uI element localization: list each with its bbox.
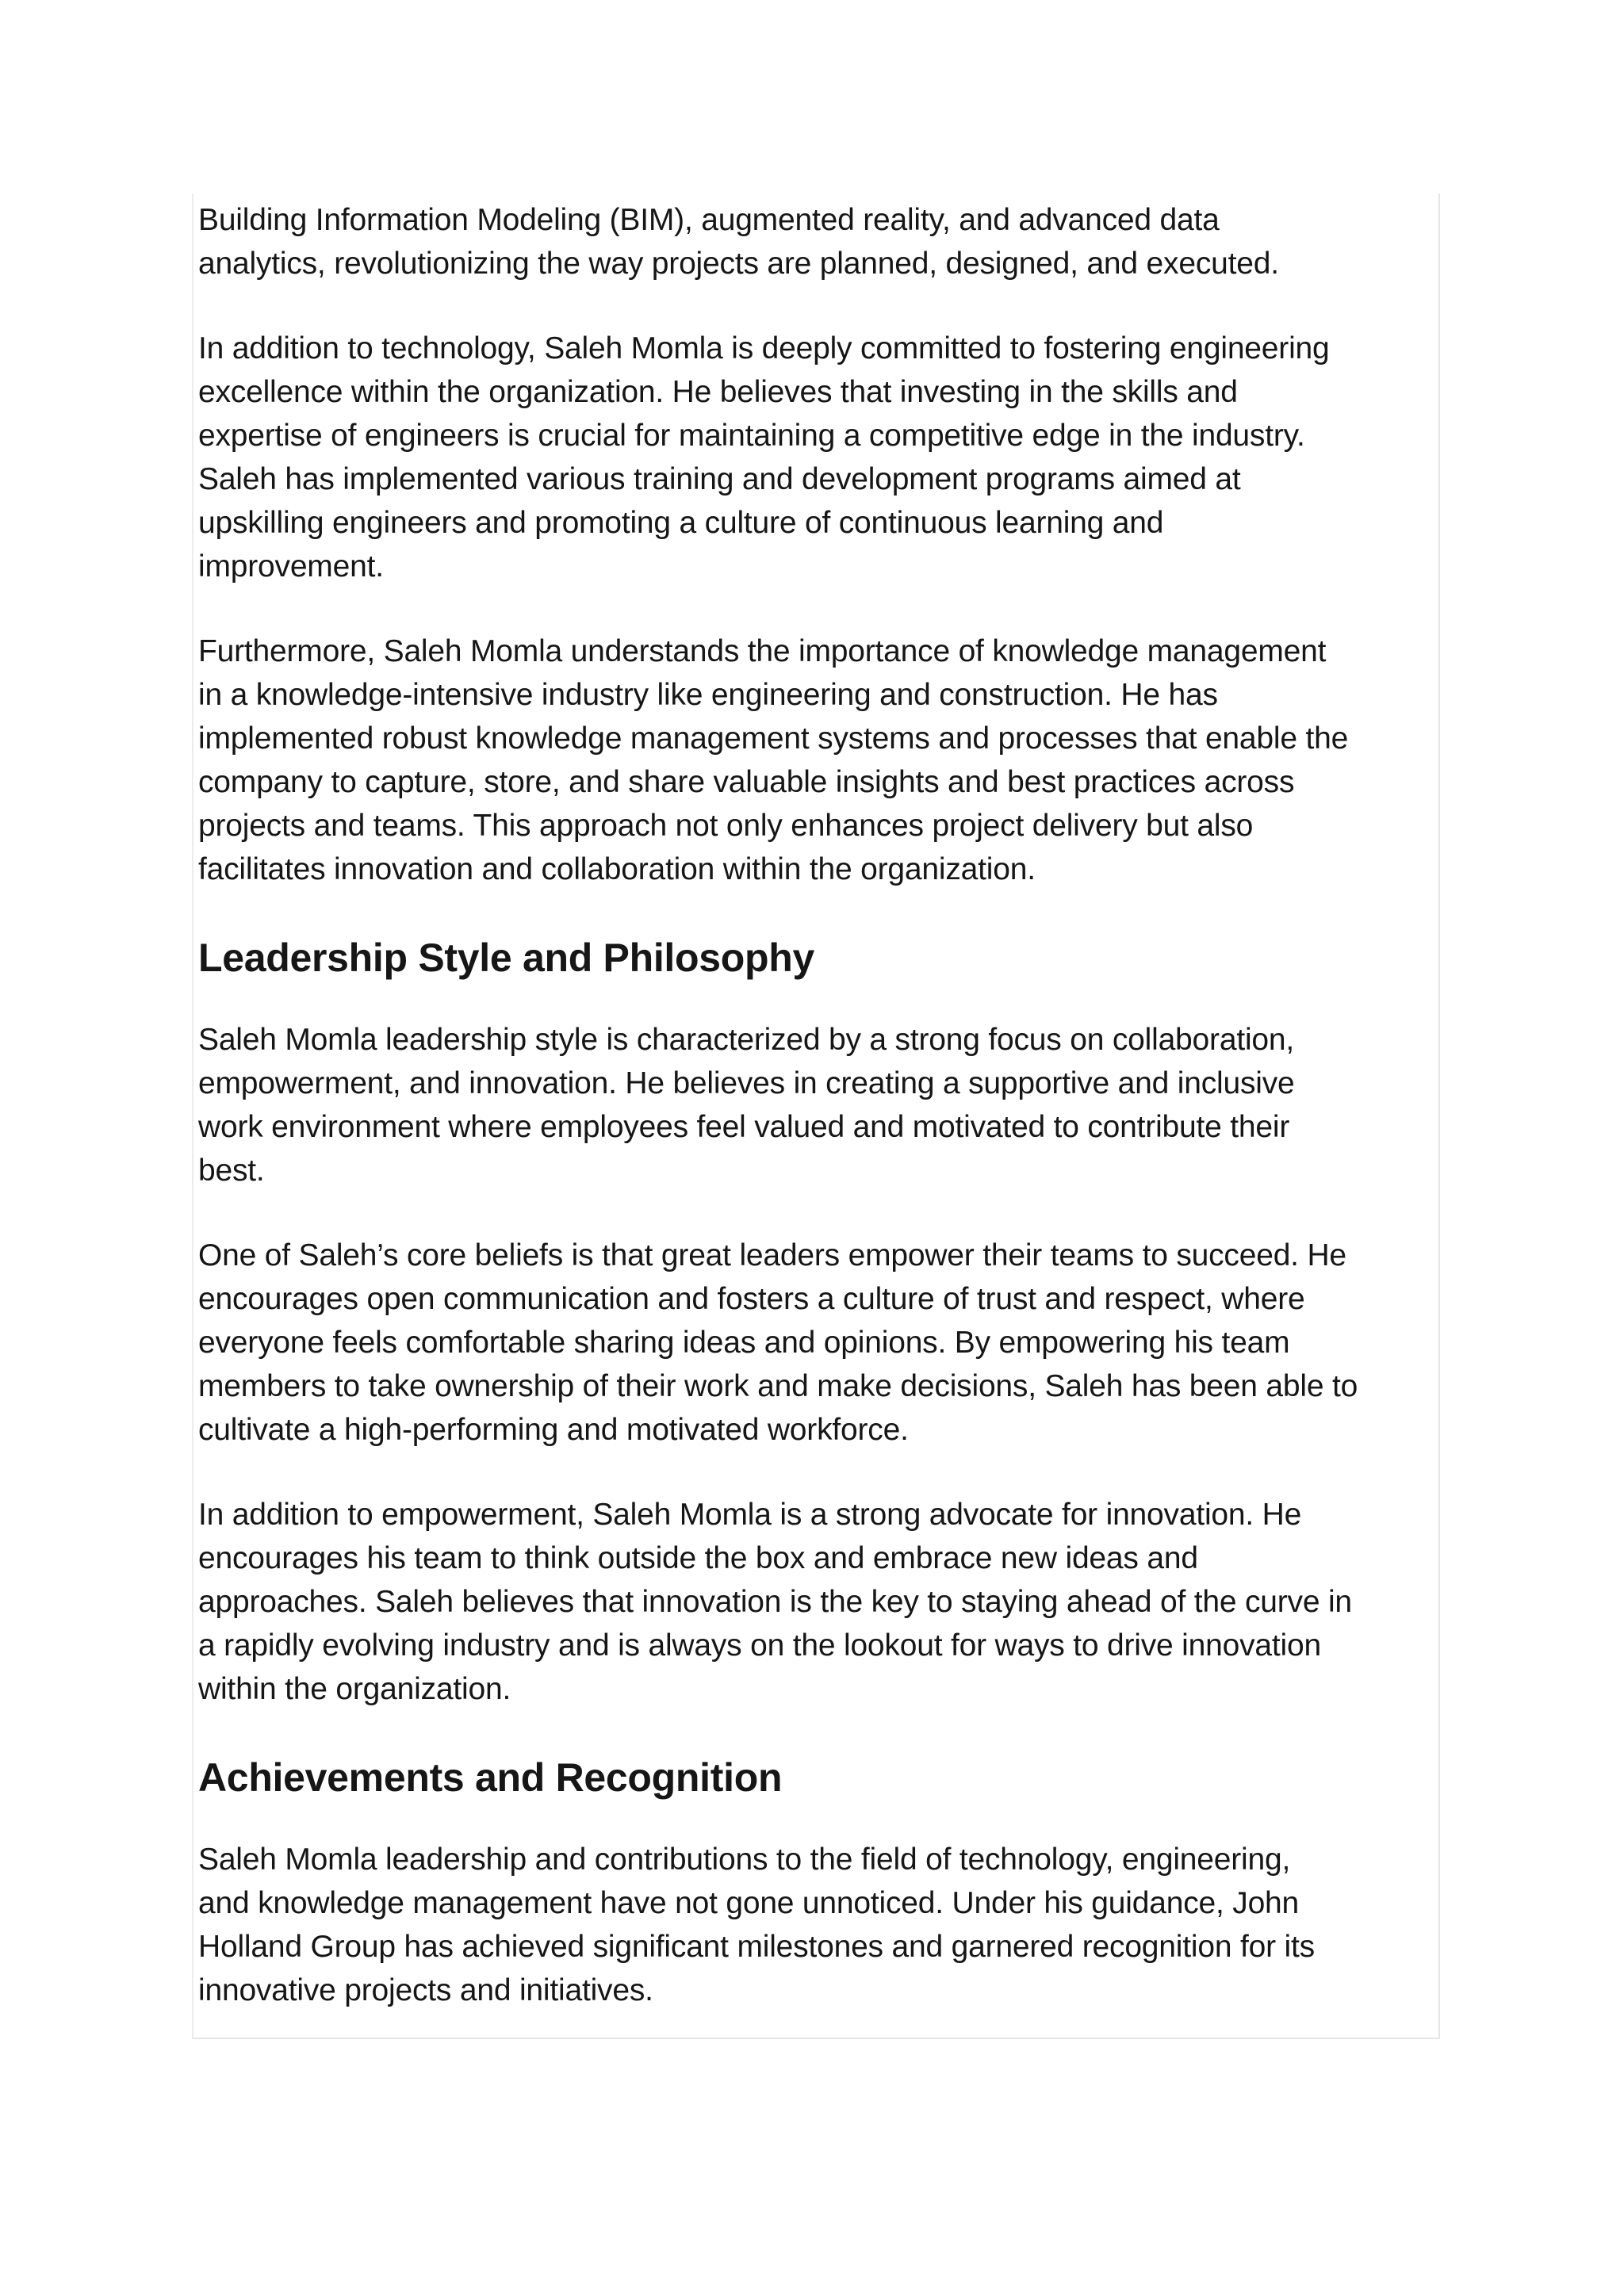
paragraph-bim: Building Information Modeling (BIM), augmented reality, and advanced data analytics, revolutionizing the way projects are planned, designed, and executed. [198,203,1279,281]
paragraph-engineering-excellence: In addition to technology, Saleh Momla is deeply committed to fostering engineering excellence within the organization. He believes that investing in the skills and expertise of engineers is crucial for maintaining a competitive edge in the industry. Saleh has implemented various training and development programs aimed at upskilling engineers and promoting a culture of continuous learning and improvement. [198,331,1330,584]
paragraph-core-beliefs: One of Saleh’s core beliefs is that great leaders empower their teams to succeed. He encourages open communication and fosters a culture of trust and respect, where everyone feels comfortable sharing ideas and opinions. By empowering his team members to take ownership of their work and make decisions, Saleh has been able to cultivate a high-performing and motivated workforce. [198,1238,1358,1447]
heading-leadership-style: Leadership Style and Philosophy [198,936,814,980]
paragraph-innovation: In addition to empowerment, Saleh Momla is a strong advocate for innovation. He encourages his team to think outside the box and embrace new ideas and approaches. Saleh believes that innovation is the key to staying ahead of the curve in a rapidly evolving industry and is always on the lookout for ways to drive innovation within the organization. [198,1498,1352,1706]
document-content [192,193,1440,2039]
paragraph-leadership-style: Saleh Momla leadership style is characterized by a strong focus on collaboration, empowerment, and innovation. He believes in creating a supportive and inclusive work environment where employees feel valued and motivated to contribute their best. [198,1023,1295,1188]
paragraph-achievements: Saleh Momla leadership and contributions to the field of technology, engineering, and knowledge management have not gone unnoticed. Under his guidance, John Holland Group has achieved significant milestones and garnered recognition for its innovative projects and initiatives. [198,1843,1315,2007]
paragraph-knowledge-management: Furthermore, Saleh Momla understands the importance of knowledge management in a knowledge-intensive industry like engineering and construction. He has implemented robust knowledge management systems and processes that enable the company to capture, store, and share valuable insights and best practices across projects and teams. This approach not only enhances project delivery but also facilitates innovation and collaboration within the organization. [198,634,1349,886]
heading-achievements: Achievements and Recognition [198,1755,783,1800]
